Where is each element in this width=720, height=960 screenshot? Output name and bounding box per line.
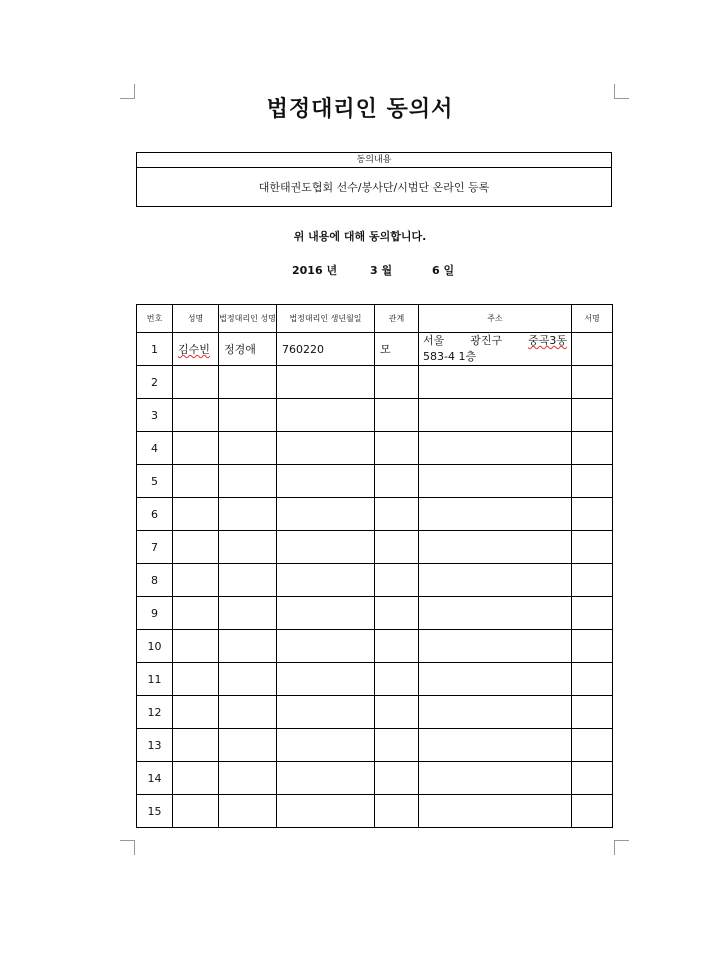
row-number: 3 xyxy=(137,399,173,432)
relation-cell[interactable] xyxy=(375,663,419,696)
address-cell[interactable] xyxy=(419,498,572,531)
consent-content-box xyxy=(136,152,612,207)
col-header-guardian-name: 법정대리인 성명 xyxy=(219,305,277,333)
table-row xyxy=(137,795,613,828)
signature-cell[interactable] xyxy=(572,465,613,498)
relation-cell[interactable] xyxy=(375,366,419,399)
agreement-statement: 위 내용에 대해 동의합니다. xyxy=(293,230,427,243)
address-cell[interactable] xyxy=(419,795,572,828)
row-number: 15 xyxy=(137,795,173,828)
guardian-name-cell[interactable] xyxy=(219,333,277,366)
relation-cell[interactable] xyxy=(375,696,419,729)
col-header-guardian-birthdate: 법정대리인 생년월일 xyxy=(277,305,375,333)
guardian-birthdate-cell[interactable] xyxy=(277,696,375,729)
guardian-name-value: 정경애 xyxy=(224,343,256,356)
address-line-1 xyxy=(423,333,567,349)
name-cell[interactable] xyxy=(173,795,219,828)
name-cell[interactable] xyxy=(173,465,219,498)
col-header-name: 성명 xyxy=(173,305,219,333)
date-line xyxy=(0,262,720,278)
guardian-name-cell[interactable] xyxy=(219,366,277,399)
guardian-birthdate-cell[interactable] xyxy=(277,399,375,432)
guardian-birthdate-cell[interactable] xyxy=(277,762,375,795)
row-number: 5 xyxy=(137,465,173,498)
address-cell[interactable] xyxy=(419,399,572,432)
document-title: 법정대리인 동의서 xyxy=(266,97,454,122)
relation-cell[interactable] xyxy=(375,762,419,795)
signature-cell[interactable] xyxy=(572,399,613,432)
guardian-consent-table xyxy=(136,304,613,828)
guardian-birthdate-cell[interactable] xyxy=(277,729,375,762)
signature-cell[interactable] xyxy=(572,333,613,366)
col-header-address: 주소 xyxy=(419,305,572,333)
table-row xyxy=(137,663,613,696)
table-row xyxy=(137,465,613,498)
row-number: 2 xyxy=(137,366,173,399)
table-row xyxy=(137,531,613,564)
address-cell[interactable] xyxy=(419,564,572,597)
guardian-name-cell[interactable] xyxy=(219,795,277,828)
table-row xyxy=(137,729,613,762)
address-district: 광진구 xyxy=(470,334,503,347)
signature-cell[interactable] xyxy=(572,663,613,696)
name-cell[interactable] xyxy=(173,432,219,465)
address-cell[interactable] xyxy=(419,531,572,564)
row-number: 6 xyxy=(137,498,173,531)
table-row xyxy=(137,399,613,432)
row-number: 8 xyxy=(137,564,173,597)
guardian-birthdate-cell[interactable] xyxy=(277,630,375,663)
address-cell[interactable] xyxy=(419,597,572,630)
guardian-name-cell[interactable] xyxy=(219,465,277,498)
guardian-name-cell[interactable] xyxy=(219,399,277,432)
consent-content-header: 동의내용 xyxy=(137,153,611,168)
table-row xyxy=(137,597,613,630)
name-cell[interactable] xyxy=(173,498,219,531)
address-cell[interactable] xyxy=(419,465,572,498)
relation-cell[interactable] xyxy=(375,729,419,762)
address-cell[interactable] xyxy=(419,729,572,762)
guardian-name-cell[interactable] xyxy=(219,729,277,762)
row-number: 7 xyxy=(137,531,173,564)
date-year: 2016 년 xyxy=(292,264,338,277)
signature-cell[interactable] xyxy=(572,564,613,597)
date-month: 3 월 xyxy=(370,264,393,277)
table-row xyxy=(137,432,613,465)
row-number: 11 xyxy=(137,663,173,696)
address-line-2: 583-4 1층 xyxy=(423,350,477,363)
name-cell[interactable] xyxy=(173,564,219,597)
address-cell[interactable] xyxy=(419,663,572,696)
relation-cell[interactable] xyxy=(375,597,419,630)
row-number: 13 xyxy=(137,729,173,762)
address-cell[interactable] xyxy=(419,333,572,366)
relation-cell[interactable] xyxy=(375,630,419,663)
guardian-birthdate-cell[interactable] xyxy=(277,531,375,564)
address-cell[interactable] xyxy=(419,630,572,663)
name-cell[interactable] xyxy=(173,729,219,762)
table-row xyxy=(137,333,613,366)
row-number: 12 xyxy=(137,696,173,729)
signature-cell[interactable] xyxy=(572,432,613,465)
table-header-row xyxy=(137,305,613,333)
page-corner-mark-bottom-right xyxy=(614,840,629,855)
address-cell[interactable] xyxy=(419,366,572,399)
address-cell[interactable] xyxy=(419,762,572,795)
guardian-birthdate-cell[interactable] xyxy=(277,597,375,630)
name-cell[interactable] xyxy=(173,333,219,366)
signature-cell[interactable] xyxy=(572,795,613,828)
guardian-birthdate-cell[interactable] xyxy=(277,366,375,399)
address-cell[interactable] xyxy=(419,696,572,729)
table-row xyxy=(137,630,613,663)
table-row xyxy=(137,498,613,531)
name-cell[interactable] xyxy=(173,696,219,729)
col-header-relation: 관계 xyxy=(375,305,419,333)
name-value: 김수빈 xyxy=(178,343,210,356)
address-cell[interactable] xyxy=(419,432,572,465)
signature-cell[interactable] xyxy=(572,729,613,762)
guardian-name-cell[interactable] xyxy=(219,531,277,564)
relation-cell[interactable] xyxy=(375,399,419,432)
consent-content-text: 대한태권도협회 선수/봉사단/시범단 온라인 등록 xyxy=(258,181,490,194)
guardian-birthdate-cell[interactable] xyxy=(277,432,375,465)
signature-cell[interactable] xyxy=(572,696,613,729)
relation-cell[interactable] xyxy=(375,432,419,465)
row-number: 4 xyxy=(137,432,173,465)
table-row xyxy=(137,366,613,399)
guardian-name-cell[interactable] xyxy=(219,597,277,630)
relation-cell[interactable] xyxy=(375,564,419,597)
relation-cell[interactable] xyxy=(375,531,419,564)
guardian-name-cell[interactable] xyxy=(219,630,277,663)
row-number: 10 xyxy=(137,630,173,663)
name-cell[interactable] xyxy=(173,366,219,399)
table-row xyxy=(137,696,613,729)
page-corner-mark-bottom-left xyxy=(120,840,135,855)
signature-cell[interactable] xyxy=(572,597,613,630)
guardian-birthdate-cell[interactable] xyxy=(277,663,375,696)
relation-cell[interactable] xyxy=(375,795,419,828)
address-city: 서울 xyxy=(423,334,445,347)
guardian-birthdate-cell[interactable] xyxy=(277,465,375,498)
guardian-name-cell[interactable] xyxy=(219,696,277,729)
signature-cell[interactable] xyxy=(572,762,613,795)
address-dong: 중곡3동 xyxy=(528,334,567,347)
guardian-name-cell[interactable] xyxy=(219,663,277,696)
guardian-birthdate-cell[interactable] xyxy=(277,498,375,531)
relation-cell[interactable]: 모 xyxy=(375,333,419,366)
table-row xyxy=(137,564,613,597)
guardian-name-cell[interactable] xyxy=(219,762,277,795)
row-number: 1 xyxy=(137,333,173,366)
table-row xyxy=(137,762,613,795)
name-cell[interactable] xyxy=(173,663,219,696)
guardian-birthdate-cell[interactable] xyxy=(277,564,375,597)
name-cell[interactable] xyxy=(173,399,219,432)
guardian-birthdate-cell[interactable] xyxy=(277,795,375,828)
name-cell[interactable] xyxy=(173,762,219,795)
guardian-name-cell[interactable] xyxy=(219,564,277,597)
relation-cell[interactable] xyxy=(375,465,419,498)
col-header-signature: 서명 xyxy=(572,305,613,333)
col-header-number: 번호 xyxy=(137,305,173,333)
name-cell[interactable] xyxy=(173,531,219,564)
guardian-name-cell[interactable] xyxy=(219,498,277,531)
relation-cell[interactable] xyxy=(375,498,419,531)
date-day: 6 일 xyxy=(432,264,455,277)
guardian-name-cell[interactable] xyxy=(219,432,277,465)
row-number: 14 xyxy=(137,762,173,795)
signature-cell[interactable] xyxy=(572,630,613,663)
guardian-birthdate-cell[interactable]: 760220 xyxy=(277,333,375,366)
signature-cell[interactable] xyxy=(572,531,613,564)
name-cell[interactable] xyxy=(173,597,219,630)
name-cell[interactable] xyxy=(173,630,219,663)
signature-cell[interactable] xyxy=(572,366,613,399)
signature-cell[interactable] xyxy=(572,498,613,531)
row-number: 9 xyxy=(137,597,173,630)
